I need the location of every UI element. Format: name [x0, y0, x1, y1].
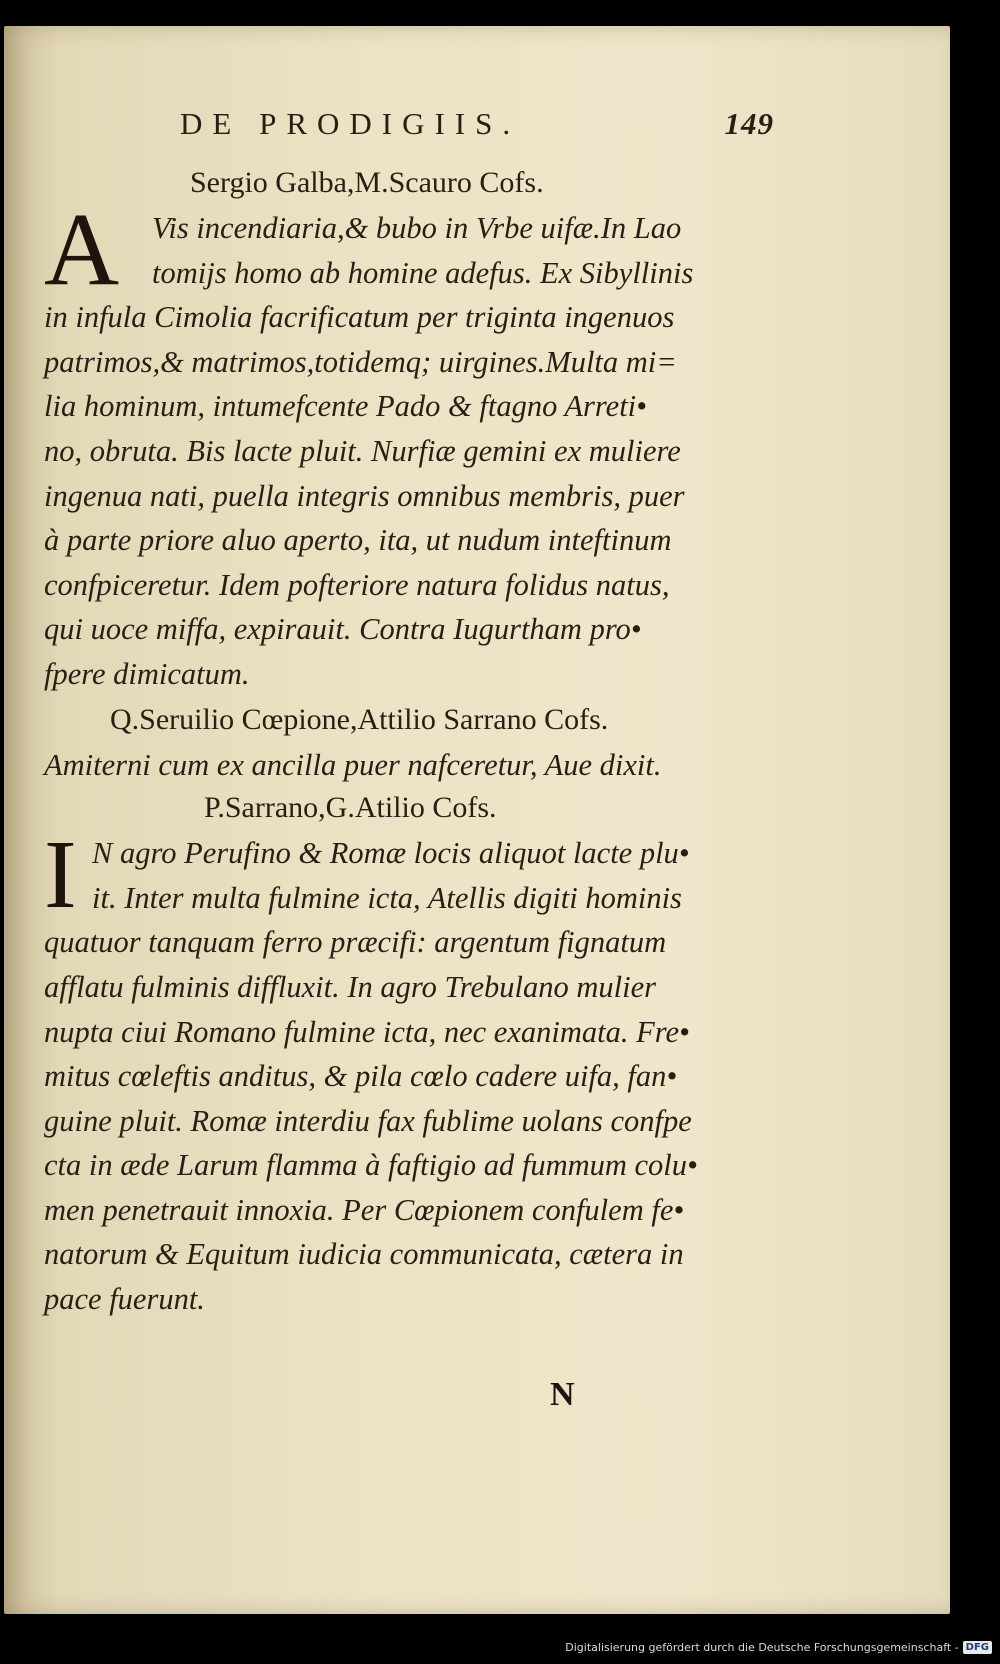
drop-capital-a: A	[44, 192, 120, 307]
text-line: Amiterni cum ex ancilla puer nafceretur, Aue dixit.	[44, 747, 662, 782]
drop-capital-i: I	[44, 821, 77, 930]
text-line: N agro Perufino & Romæ locis aliquot lacte plu•	[92, 836, 690, 871]
catchword: N	[550, 1376, 575, 1413]
page-text-block	[44, 106, 774, 1322]
text-line: cta in æde Larum flamma à faftigio ad fummum colu•	[44, 1148, 698, 1183]
text-line: confpiceretur. Idem pofteriore natura folidus natus,	[44, 567, 670, 602]
running-head	[44, 106, 774, 162]
section-heading-3: P.Sarrano,G.Atilio Cofs.	[204, 791, 497, 825]
text-line: patrimos,& matrimos,totidemq; uirgines.Multa mi=	[44, 344, 677, 379]
digitization-credit	[565, 1641, 992, 1654]
text-line: guine pluit. Romæ interdiu fax fublime uolans confpe	[44, 1103, 692, 1138]
text-line: qui uoce miffa, expirauit. Contra Iugurtham pro•	[44, 612, 642, 647]
text-line: afflatu fulminis diffluxit. In agro Trebulano mulier	[44, 969, 656, 1004]
text-line: Vis incendiaria,& bubo in Vrbe uifæ.In Lao	[152, 211, 682, 245]
paragraph-1-text	[44, 206, 774, 697]
dfg-logo-icon: DFG	[963, 1641, 992, 1654]
text-line: tomijs homo ab homine adefus. Ex Sibyllinis	[152, 255, 694, 290]
text-line: it. Inter multa fulmine icta, Atellis digiti hominis	[92, 880, 682, 915]
text-line: nupta ciui Romano fulmine icta, nec exanimata. Fre•	[44, 1014, 690, 1049]
text-line: natorum & Equitum iudicia communicata, cætera in	[44, 1237, 684, 1272]
paragraph-2-text	[44, 743, 774, 788]
digitization-credit-text: Digitalisierung gefördert durch die Deutsche Forschungsgemeinschaft -	[565, 1641, 959, 1654]
book-page	[4, 26, 950, 1614]
page-number: 149	[724, 106, 774, 141]
text-line: lia hominum, intumefcente Pado & ftagno Arreti•	[44, 389, 647, 424]
paragraph-3-text	[44, 821, 774, 1322]
text-line: in infula Cimolia facrificatum per triginta ingenuos	[44, 300, 675, 335]
text-line: pace fuerunt.	[44, 1282, 205, 1317]
section-heading-2: Q.Seruilio Cœpione,Attilio Sarrano Cofs.	[110, 702, 609, 736]
section-heading-1: Sergio Galba,M.Scauro Cofs.	[190, 166, 544, 199]
text-line: no, obruta. Bis lacte pluit. Nurfiæ gemini ex muliere	[44, 433, 681, 468]
text-line: à parte priore aluo aperto, ita, ut nudum inteftinum	[44, 523, 672, 558]
text-line: ingenua nati, puella integris omnibus membris, puer	[44, 478, 685, 513]
text-line: men penetrauit innoxia. Per Cœpionem confulem fe•	[44, 1192, 685, 1227]
text-line: mitus cœleftis anditus, & pila cœlo cadere uifa, fan•	[44, 1059, 678, 1094]
running-head-title: DE PRODIGIIS.	[180, 106, 521, 141]
paragraph-3	[44, 821, 774, 1322]
paragraph-1	[44, 192, 774, 697]
text-line: quatuor tanquam ferro præcifi: argentum fignatum	[44, 925, 667, 960]
text-line: fpere dimicatum.	[44, 656, 250, 691]
